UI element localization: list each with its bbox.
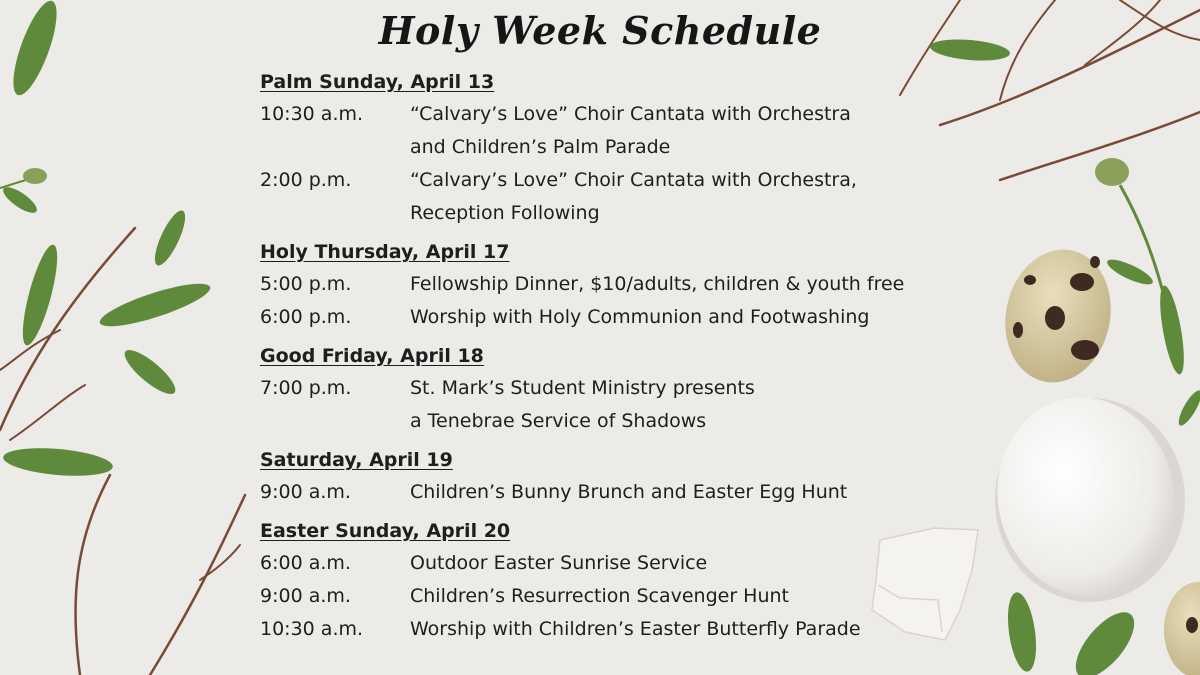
day-heading: Saturday, April 19 bbox=[260, 449, 453, 471]
twig-icon bbox=[75, 475, 245, 675]
event-time: 10:30 a.m. bbox=[260, 618, 364, 640]
event-time: 10:30 a.m. bbox=[260, 103, 364, 125]
day-heading: Holy Thursday, April 17 bbox=[260, 241, 510, 263]
event-row bbox=[260, 164, 980, 230]
day-good-friday bbox=[260, 342, 980, 438]
quail-egg-icon bbox=[1164, 582, 1200, 675]
leaf-icon bbox=[0, 0, 214, 480]
day-heading: Palm Sunday, April 13 bbox=[260, 71, 495, 93]
day-heading: Good Friday, April 18 bbox=[260, 345, 484, 367]
day-holy-thursday bbox=[260, 238, 980, 334]
page-title: Holy Week Schedule bbox=[378, 8, 822, 53]
quail-egg-icon bbox=[993, 240, 1123, 393]
event-description: “Calvary’s Love” Choir Cantata with Orchestra and Children’s Palm Parade bbox=[410, 103, 851, 158]
day-palm-sunday bbox=[260, 68, 980, 230]
event-time: 2:00 p.m. bbox=[260, 169, 352, 191]
event-row bbox=[260, 580, 980, 613]
event-time: 7:00 p.m. bbox=[260, 377, 352, 399]
event-row bbox=[260, 547, 980, 580]
event-row bbox=[260, 268, 980, 301]
event-description: Worship with Children’s Easter Butterfly Parade bbox=[410, 618, 861, 640]
flower-bud-icon bbox=[0, 168, 47, 188]
event-description: Outdoor Easter Sunrise Service bbox=[410, 552, 708, 574]
event-description: Children’s Resurrection Scavenger Hunt bbox=[410, 585, 789, 607]
day-easter-sunday bbox=[260, 517, 980, 646]
white-egg-icon bbox=[979, 381, 1193, 613]
event-time: 9:00 a.m. bbox=[260, 481, 351, 503]
event-row bbox=[260, 613, 980, 646]
day-heading: Easter Sunday, April 20 bbox=[260, 520, 511, 542]
schedule bbox=[260, 68, 980, 654]
event-row bbox=[260, 301, 980, 334]
event-description: Children’s Bunny Brunch and Easter Egg Hunt bbox=[410, 481, 848, 503]
event-time: 5:00 p.m. bbox=[260, 273, 352, 295]
event-description: St. Mark’s Student Ministry presents a Tenebrae Service of Shadows bbox=[410, 377, 755, 432]
day-saturday bbox=[260, 446, 980, 509]
event-time: 6:00 p.m. bbox=[260, 306, 352, 328]
event-row bbox=[260, 476, 980, 509]
event-description: Worship with Holy Communion and Footwashing bbox=[410, 306, 870, 328]
twig-icon bbox=[0, 228, 135, 440]
event-description: “Calvary’s Love” Choir Cantata with Orchestra, Reception Following bbox=[410, 169, 857, 224]
event-time: 6:00 a.m. bbox=[260, 552, 351, 574]
event-description: Fellowship Dinner, $10/adults, children & youth free bbox=[410, 273, 905, 295]
event-row bbox=[260, 98, 980, 164]
event-row bbox=[260, 372, 980, 438]
event-time: 9:00 a.m. bbox=[260, 585, 351, 607]
